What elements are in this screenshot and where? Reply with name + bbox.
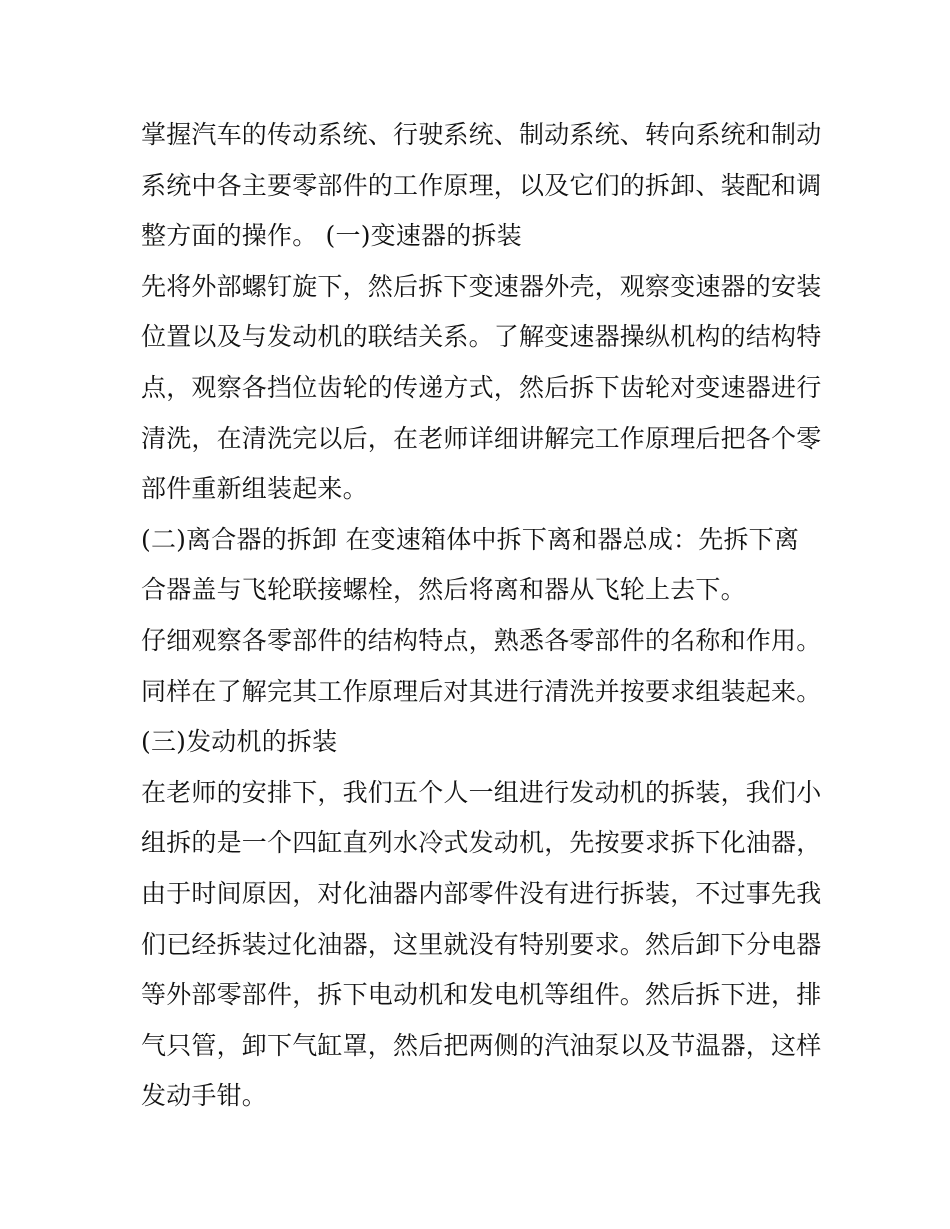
text-line: 位置以及与发动机的联结关系。了解变速器操纵机构的结构特 (141, 322, 822, 352)
text-line: 组拆的是一个四缸直列水冷式发动机，先按要求拆下化油器， (141, 828, 822, 858)
text-line: 整方面的操作。 (一)变速器的拆装 (141, 221, 522, 251)
text-line: 由于时间原因，对化油器内部零件没有进行拆装，不过事先我 (141, 878, 822, 908)
text-line: (二)离合器的拆卸 在变速箱体中拆下离和器总成：先拆下离 (141, 524, 800, 554)
text-line: (三)发动机的拆装 (141, 727, 338, 757)
text-line: 先将外部螺钉旋下，然后拆下变速器外壳，观察变速器的安装 (141, 271, 822, 301)
text-line: 清洗，在清洗完以后，在老师详细讲解完工作原理后把各个零 (141, 423, 822, 453)
text-line: 系统中各主要零部件的工作原理，以及它们的拆卸、装配和调 (141, 170, 822, 200)
text-line: 发动手钳。 (141, 1081, 268, 1111)
text-line: 部件重新组装起来。 (141, 474, 368, 504)
text-line: 仔细观察各零部件的结构特点，熟悉各零部件的名称和作用。 (141, 625, 822, 655)
text-line: 气只管，卸下气缸罩，然后把两侧的汽油泵以及节温器，这样 (141, 1030, 822, 1060)
text-line: 等外部零部件，拆下电动机和发电机等组件。然后拆下进，排 (141, 980, 822, 1010)
text-line: 合器盖与飞轮联接螺栓，然后将离和器从飞轮上去下。 (141, 575, 746, 605)
text-line: 在老师的安排下，我们五个人一组进行发动机的拆装，我们小 (141, 777, 822, 807)
text-line: 掌握汽车的传动系统、行驶系统、制动系统、转向系统和制动 (141, 120, 822, 149)
text-line: 点，观察各挡位齿轮的传递方式，然后拆下齿轮对变速器进行 (141, 372, 822, 402)
text-line: 们已经拆装过化油器，这里就没有特别要求。然后卸下分电器 (141, 929, 822, 959)
text-line: 同样在了解完其工作原理后对其进行清洗并按要求组装起来。 (141, 676, 822, 706)
document-body (141, 110, 821, 1122)
